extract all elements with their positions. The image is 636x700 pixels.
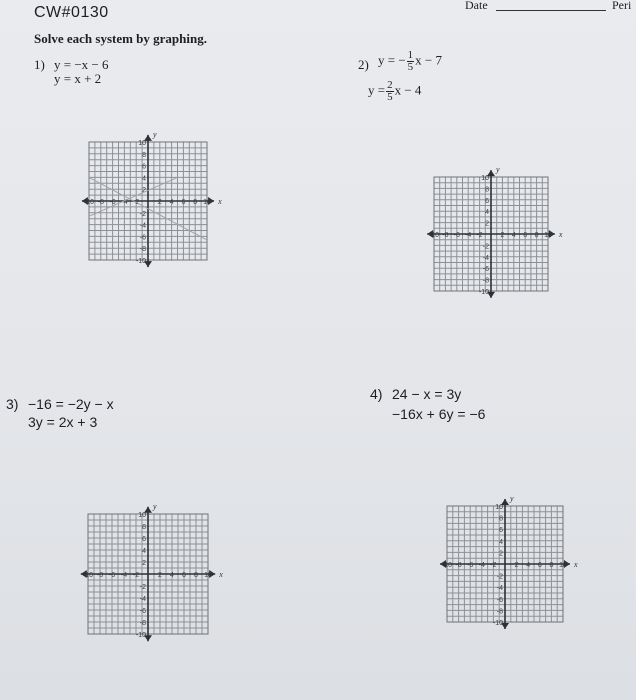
period-label: Peri <box>612 0 632 12</box>
x-axis-label: x <box>558 230 563 239</box>
y-tick-label: 10 <box>495 504 503 511</box>
x-tick-label: 2 <box>157 199 162 206</box>
y-tick-label: 8 <box>142 524 146 531</box>
x-tick-label: 10 <box>203 199 211 206</box>
x-tick-label: -8 <box>455 562 462 569</box>
x-tick-label: 4 <box>511 232 516 239</box>
y-tick-label: 4 <box>142 175 146 183</box>
problem-number: 3) <box>6 396 19 412</box>
y-tick-label: -2 <box>139 210 146 218</box>
y-tick-label: -8 <box>496 608 503 616</box>
x-tick-label: -4 <box>120 572 128 579</box>
y-tick-label: -8 <box>139 246 146 254</box>
x-tick-label: 4 <box>526 562 531 569</box>
y-tick-label: -2 <box>496 573 503 581</box>
y-tick-label: 8 <box>142 151 146 159</box>
x-tick-label: -10 <box>441 562 453 569</box>
y-tick-label: -6 <box>139 608 146 615</box>
equation-2: −16x + 6y = −6 <box>392 406 486 422</box>
y-tick-label: -10 <box>478 289 489 296</box>
x-tick-label: 6 <box>182 572 186 579</box>
x-tick-label: -6 <box>108 572 116 579</box>
date-label: Date <box>465 0 488 12</box>
problem-number: 2) <box>358 57 369 72</box>
y-tick-label: -4 <box>482 254 489 262</box>
fraction: $\frac{2}{5}$ <box>387 79 393 103</box>
y-tick-label: -10 <box>135 632 146 639</box>
x-axis-label: x <box>218 197 222 206</box>
x-tick-label: 2 <box>500 232 505 239</box>
x-tick-label: -10 <box>428 232 440 239</box>
y-axis-label: y <box>510 494 514 504</box>
problem-number: 4) <box>370 386 383 402</box>
fraction: $\frac{1}{5}$ <box>407 49 414 73</box>
equation-2: y = $\frac{2}{5}$ x − 4 <box>368 79 422 103</box>
y-tick-label: -8 <box>482 277 489 285</box>
x-tick-label: -4 <box>121 199 128 206</box>
x-tick-label: 2 <box>158 572 162 579</box>
x-tick-label: 6 <box>181 199 186 206</box>
x-tick-label: 6 <box>537 562 542 569</box>
x-tick-label: 10 <box>204 572 212 579</box>
x-tick-label: -8 <box>97 199 104 206</box>
x-tick-label: -2 <box>490 562 497 569</box>
x-tick-label: -6 <box>109 199 116 206</box>
y-tick-label: 2 <box>142 560 146 567</box>
y-tick-label: 4 <box>499 538 503 546</box>
equation-2: 3y = 2x + 3 <box>28 414 98 430</box>
x-tick-label: -10 <box>82 572 94 579</box>
y-tick-label: 6 <box>485 197 489 205</box>
x-tick-label: -6 <box>467 562 474 569</box>
x-tick-label: -4 <box>478 562 485 569</box>
equation-1: 24 − x = 3y <box>392 386 462 402</box>
instructions: Solve each system by graphing. <box>34 31 207 46</box>
problem-number: 1) <box>34 57 45 72</box>
y-tick-label: 4 <box>142 548 146 555</box>
equation-1: y = − $\frac{1}{5}$ x − 7 <box>378 49 443 73</box>
x-tick-label: -2 <box>133 199 140 206</box>
y-tick-label: 10 <box>138 140 146 147</box>
x-tick-label: 10 <box>559 562 567 569</box>
y-tick-label: -2 <box>482 243 489 251</box>
y-axis-label: y <box>496 165 500 175</box>
equation-2: y = x + 2 <box>54 71 102 86</box>
equation-1: y = −x − 6 <box>54 57 109 72</box>
y-tick-label: 8 <box>485 186 489 194</box>
x-tick-label: 4 <box>170 572 174 579</box>
x-axis-label: x <box>573 560 578 569</box>
y-tick-label: -4 <box>139 596 146 603</box>
x-tick-label: -6 <box>453 232 460 239</box>
x-tick-label: -8 <box>96 572 104 579</box>
y-tick-label: 2 <box>485 220 489 228</box>
y-axis-label: y <box>153 129 157 139</box>
y-tick-label: -2 <box>139 584 146 591</box>
y-tick-label: 10 <box>481 175 489 182</box>
worksheet-title: CW#0130 <box>34 4 109 21</box>
y-tick-label: 6 <box>499 527 503 535</box>
x-tick-label: 8 <box>193 199 198 206</box>
y-tick-label: -4 <box>496 585 503 593</box>
x-tick-label: -2 <box>476 232 483 239</box>
x-tick-label: 4 <box>169 199 174 206</box>
y-tick-label: 2 <box>499 550 503 558</box>
equation-1: −16 = −2y − x <box>28 396 114 412</box>
x-tick-label: 10 <box>544 232 552 239</box>
y-tick-label: 10 <box>138 512 146 519</box>
y-tick-label: 4 <box>485 209 489 217</box>
y-tick-label: -6 <box>482 266 489 274</box>
x-tick-label: 8 <box>534 232 539 239</box>
y-tick-label: -6 <box>139 234 146 242</box>
y-tick-label: -10 <box>135 258 146 265</box>
y-tick-label: -4 <box>139 222 146 230</box>
x-tick-label: 2 <box>514 562 519 569</box>
x-tick-label: -10 <box>83 199 95 206</box>
x-axis-label: x <box>219 570 223 579</box>
x-tick-label: -4 <box>465 232 472 239</box>
y-tick-label: -6 <box>496 596 503 604</box>
x-tick-label: -8 <box>442 232 449 239</box>
y-tick-label: 2 <box>142 187 146 195</box>
y-tick-label: 6 <box>142 536 146 543</box>
x-tick-label: -2 <box>132 572 140 579</box>
x-tick-label: 8 <box>194 572 198 579</box>
y-tick-label: 6 <box>142 163 146 171</box>
y-tick-label: -10 <box>492 620 503 627</box>
x-tick-label: 8 <box>549 562 554 569</box>
y-tick-label: -8 <box>139 620 146 627</box>
y-axis-label: y <box>153 501 157 511</box>
x-tick-label: 6 <box>523 232 528 239</box>
y-tick-label: 8 <box>499 515 503 523</box>
